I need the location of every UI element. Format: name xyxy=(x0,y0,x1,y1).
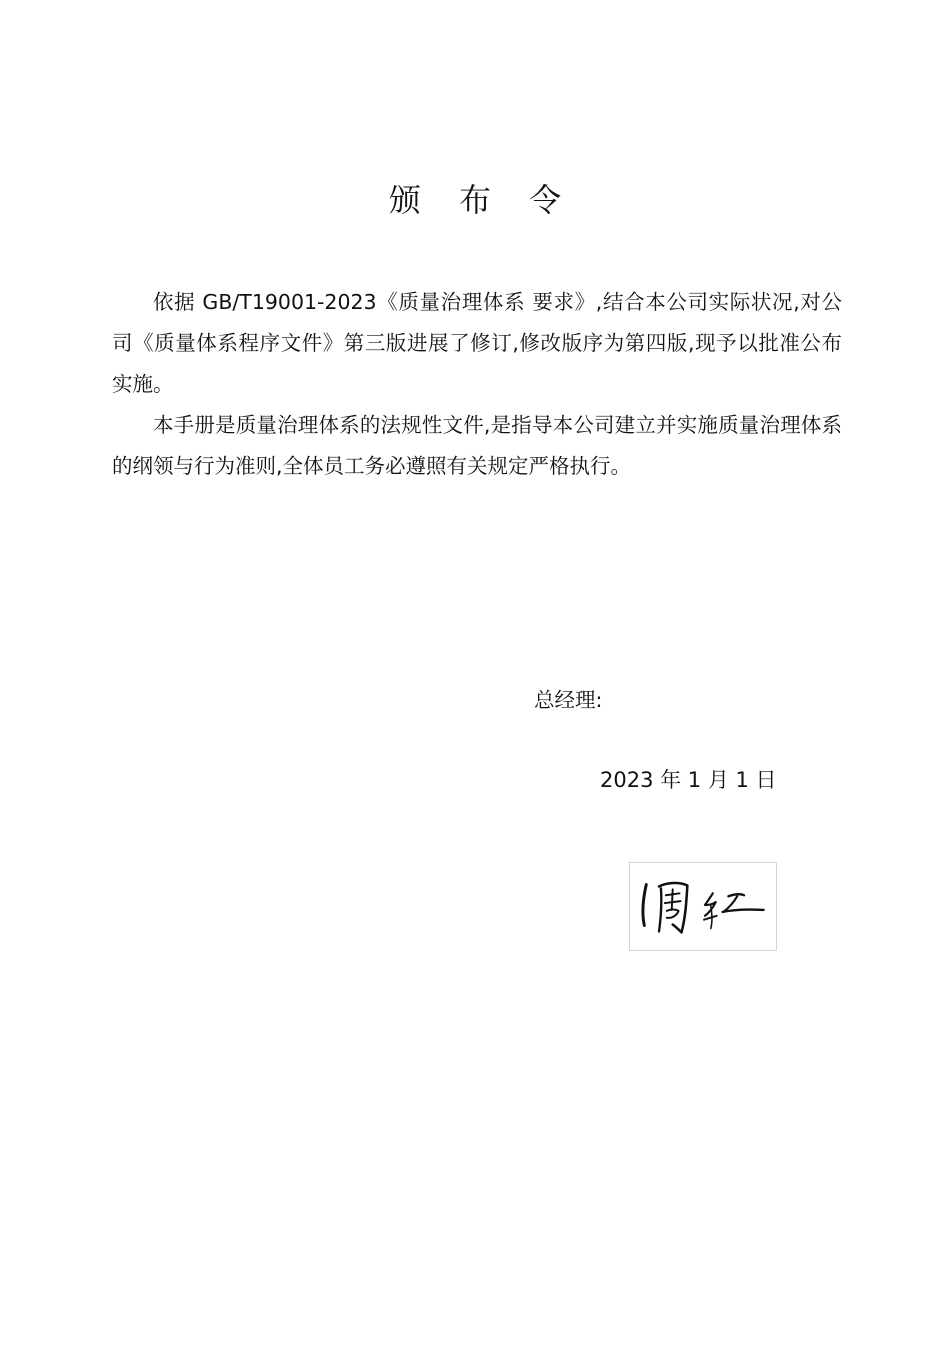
issue-date: 2023 年 1 月 1 日 xyxy=(600,768,777,792)
general-manager-label: 总经理: xyxy=(534,688,603,712)
paragraph-2: 本手册是质量治理体系的法规性文件,是指导本公司建立并实施质量治理体系的纲领与行为准则,全体员工务必遵照有关规定严格执行。 xyxy=(112,413,842,478)
body-text xyxy=(112,282,842,487)
paragraph-1: 依据 GB/T19001-2023《质量治理体系 要求》,结合本公司实际状况,对公司《质量体系程序文件》第三版进展了修订,修改版序为第四版,现予以批准公布实施。 xyxy=(112,290,842,396)
handwritten-signature xyxy=(629,862,777,951)
document-title: 颁 布 令 xyxy=(388,181,576,219)
